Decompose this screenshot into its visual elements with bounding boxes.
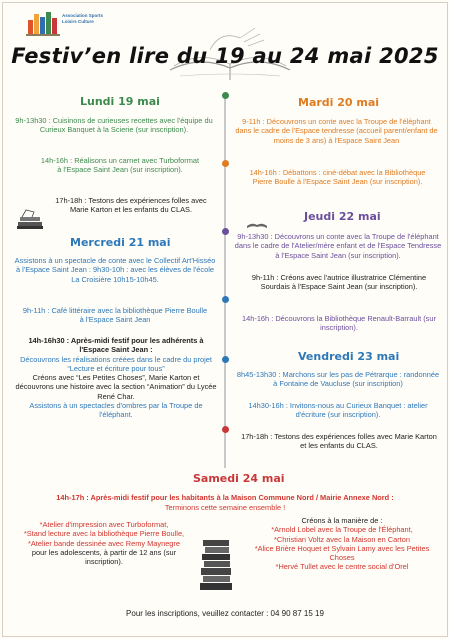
wednesday-event-3-shadows: Assistons à un spectacles d'ombres par la Troupe de l'éléphant. xyxy=(29,401,203,420)
tuesday-event-1: 9-11h : Découvrons un conte avec la Troupe de l'éléphant dans le cadre de l'Espace tendresse (accueil parent/enfant de moins de 3 ans) à l'Espace Saint Jean xyxy=(235,117,438,145)
saturday-intro: 14h-17h : Après-midi festif pour les habitants à la Maison Commune Nord / Mairie Annexe Nord : xyxy=(56,493,394,502)
saturday-left-item-1: *Atelier d'impression avec Turboformat, xyxy=(39,520,169,529)
friday-event-1: 8h45-13h30 : Marchons sur les pas de Pétrarque : randonnée à Fontaine de Vaucluse (sur inscription) xyxy=(236,370,440,389)
tuesday-event-2: 14h-16h : Débattons : ciné-débat avec la Bibliothèque Pierre Boulle à l'Espace Saint Jean (sur inscription). xyxy=(249,168,426,187)
wednesday-event-2: 9h-11h : Café littéraire avec la bibliothèque Pierre Boulle à l'Espace Saint Jean xyxy=(22,306,208,325)
wednesday-event-1: Assistons à un spectacle de conte avec le Collectif Art'Hisséo à l'Espace Saint Jean : 9h30-10h : avec les élèves de l'école La Croisière 10h15-10h45. xyxy=(14,256,216,284)
timeline-dot-wednesday xyxy=(222,296,229,303)
saturday-left-item-4: pour les adolescents, à partir de 12 ans (sur inscription). xyxy=(31,547,177,567)
book-icon xyxy=(246,216,268,230)
saturday-right-item-1: Créons à la manière de : xyxy=(301,516,383,525)
timeline-dot-friday-end xyxy=(222,426,229,433)
saturday-right-item-3: *Christian Voltz avec la Maison en Carton xyxy=(274,534,410,544)
timeline-dot-monday xyxy=(222,92,229,99)
monday-event-3: 17h-18h : Testons des expériences folles avec Marie Karton et les enfants du CLAS. xyxy=(55,196,207,215)
monday-event-1-text: 9h-13h30 : Cuisinons de curieuses recettes avec l'équipe du Curieux Banquet à la Scierie (sur inscription). xyxy=(15,116,213,135)
saturday-right-list xyxy=(244,516,440,572)
saturday-left-item-2: *Stand lecture avec la bibliothèque Pierre Boulle, xyxy=(23,529,185,539)
footer-contact: Pour les inscriptions, veuillez contacter : 04 90 87 15 19 xyxy=(126,609,324,618)
day-heading-saturday: Samedi 24 mai xyxy=(193,472,285,485)
friday-event-2: 14h30-16h : Invitons-nous au Curieux Banquet : atelier d'écriture (sur inscription). xyxy=(248,401,428,420)
timeline-dot-friday xyxy=(222,356,229,363)
book-pile-icon xyxy=(200,536,234,592)
logo-line-2: Loisirs Culture xyxy=(62,19,94,24)
saturday-intro-2: Terminons cette semaine ensemble ! xyxy=(164,503,286,512)
books-stack-icon xyxy=(16,208,44,230)
logo-line-1: Association Sports xyxy=(62,13,104,18)
saturday-left-list xyxy=(14,520,194,566)
logo-text xyxy=(62,13,103,25)
timeline-dot-tuesday xyxy=(222,160,229,167)
saturday-right-item-2: *Arnold Lobel avec la Troupe de l'Éléphant, xyxy=(271,525,413,535)
timeline-dot-thursday xyxy=(222,228,229,235)
wednesday-event-3-projects: Découvrons les réalisations créées dans le cadre du projet “Lecture et écriture pour tous” xyxy=(20,354,212,373)
association-logo-icon xyxy=(26,8,60,38)
wednesday-event-3 xyxy=(14,336,218,420)
wednesday-event-3-create: Créons avec “Les Petites Choses”, Marie Karton et découvrons une histoire avec la section “Animation” du Lycée René Char. xyxy=(15,373,217,401)
monday-event-2: 14h-16h : Réalisons un carnet avec Turboformat à l'Espace Saint Jean (sur inscription). xyxy=(40,156,200,175)
day-heading-thursday: Jeudi 22 mai xyxy=(304,210,381,223)
page-title: Festiv’en lire du 19 au 24 mai 2025 xyxy=(11,44,439,68)
saturday-right-item-4: *Alice Brière Hoquet et Sylvain Lamy avec les Petites Choses xyxy=(254,543,430,563)
day-heading-monday: Lundi 19 mai xyxy=(80,95,160,108)
day-heading-tuesday: Mardi 20 mai xyxy=(298,96,380,109)
timeline-line xyxy=(224,96,226,468)
saturday-left-item-3: *Atelier bande dessinée avec Remy Maynegre xyxy=(27,538,180,548)
saturday-right-item-5: *Hervé Tullet avec le centre social d'Orel xyxy=(275,562,409,572)
day-heading-wednesday: Mercredi 21 mai xyxy=(70,236,171,249)
day-heading-friday: Vendredi 23 mai xyxy=(298,350,400,363)
thursday-event-3: 14h-16h : Découvrons la Bibliothèque Renault-Barrault (sur inscription). xyxy=(242,314,436,333)
wednesday-event-3-intro: 14h-16h30 : Après-midi festif pour les adhérents à l'Espace Saint Jean : xyxy=(28,336,204,355)
thursday-event-2: 9h-11h : Créons avec l'autrice illustratrice Clémentine Sourdais à l'Espace Saint Jean (sur inscription). xyxy=(251,273,427,292)
thursday-event-1: 9h-13h30 : Découvrons un conte avec la Troupe de l'éléphant dans le cadre de l'Atelier/mère enfant et de l'Espace Tendresse à l'Espace Saint Jean (sur inscription). xyxy=(234,232,442,260)
friday-event-3: 17h-18h : Testons des expériences folles avec Marie Karton et les enfants du CLAS. xyxy=(241,432,437,451)
monday-event-1 xyxy=(14,116,214,135)
